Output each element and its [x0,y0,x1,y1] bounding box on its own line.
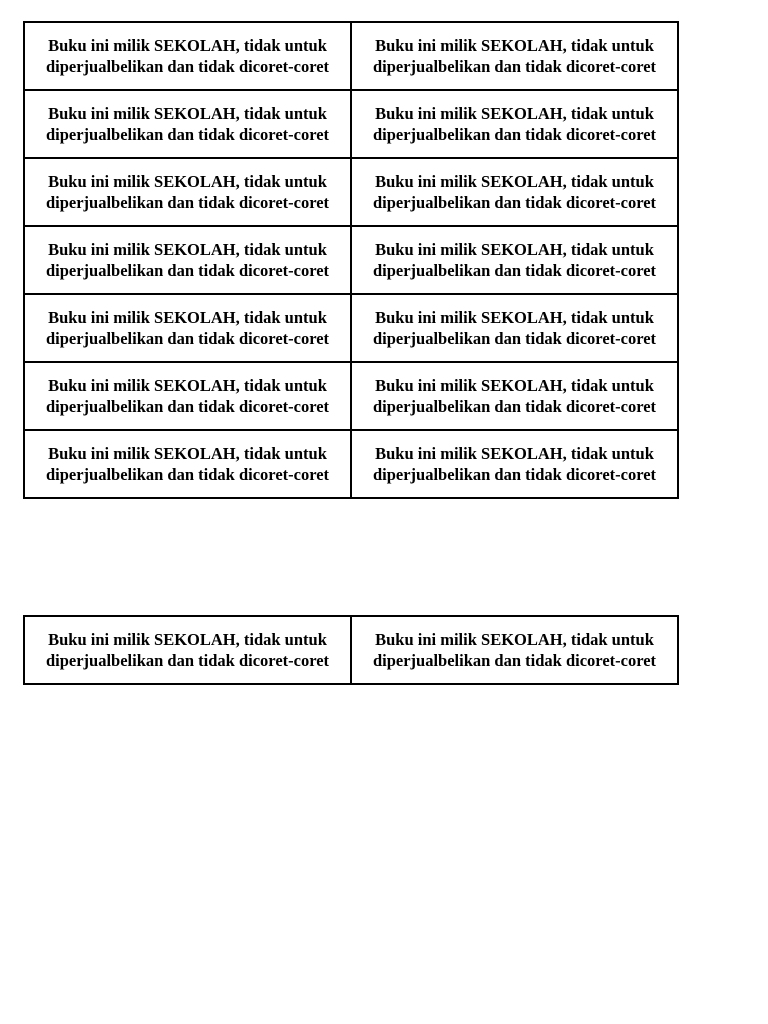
label-line-1: Buku ini milik SEKOLAH, tidak untuk [375,308,654,327]
ownership-label-cell [24,22,351,90]
label-row [24,294,678,362]
ownership-label-cell [351,294,678,362]
label-line-2: diperjualbelikan dan tidak dicoret-coret [45,397,330,416]
label-row [24,90,678,158]
label-sheet-top-body [24,22,678,498]
label-line-2: diperjualbelikan dan tidak dicoret-coret [45,261,330,280]
label-line-2: diperjualbelikan dan tidak dicoret-coret [45,57,330,76]
label-line-2: diperjualbelikan dan tidak dicoret-coret [45,329,330,348]
label-line-1: Buku ini milik SEKOLAH, tidak untuk [375,444,654,463]
label-line-1: Buku ini milik SEKOLAH, tidak untuk [48,104,327,123]
ownership-label-cell [24,616,351,684]
ownership-label-cell [351,616,678,684]
ownership-label-cell [351,90,678,158]
label-line-2: diperjualbelikan dan tidak dicoret-coret [45,651,330,670]
label-line-2: diperjualbelikan dan tidak dicoret-coret [372,57,657,76]
label-line-2: diperjualbelikan dan tidak dicoret-coret [372,193,657,212]
label-line-2: diperjualbelikan dan tidak dicoret-coret [372,397,657,416]
label-line-1: Buku ini milik SEKOLAH, tidak untuk [48,240,327,259]
label-line-1: Buku ini milik SEKOLAH, tidak untuk [375,104,654,123]
label-line-2: diperjualbelikan dan tidak dicoret-coret [372,329,657,348]
ownership-label-cell [351,22,678,90]
ownership-label-cell [24,362,351,430]
ownership-label-cell [24,294,351,362]
label-sheet-top [23,21,679,499]
label-line-1: Buku ini milik SEKOLAH, tidak untuk [48,630,327,649]
label-sheet-bottom [23,615,679,685]
label-line-1: Buku ini milik SEKOLAH, tidak untuk [375,172,654,191]
label-line-2: diperjualbelikan dan tidak dicoret-coret [372,261,657,280]
label-row [24,616,678,684]
label-line-2: diperjualbelikan dan tidak dicoret-coret [372,651,657,670]
ownership-label-cell [351,158,678,226]
label-line-2: diperjualbelikan dan tidak dicoret-coret [372,465,657,484]
label-row [24,158,678,226]
label-line-1: Buku ini milik SEKOLAH, tidak untuk [375,240,654,259]
ownership-label-cell [24,226,351,294]
label-row [24,22,678,90]
ownership-label-cell [351,430,678,498]
label-row [24,430,678,498]
ownership-label-cell [351,362,678,430]
ownership-label-cell [24,158,351,226]
label-line-1: Buku ini milik SEKOLAH, tidak untuk [375,36,654,55]
ownership-label-cell [351,226,678,294]
label-line-1: Buku ini milik SEKOLAH, tidak untuk [48,308,327,327]
label-line-1: Buku ini milik SEKOLAH, tidak untuk [375,630,654,649]
label-line-2: diperjualbelikan dan tidak dicoret-coret [45,125,330,144]
label-line-2: diperjualbelikan dan tidak dicoret-coret [372,125,657,144]
ownership-label-cell [24,430,351,498]
ownership-label-cell [24,90,351,158]
label-sheet-bottom-body [24,616,678,684]
label-row [24,362,678,430]
label-row [24,226,678,294]
label-line-1: Buku ini milik SEKOLAH, tidak untuk [48,36,327,55]
label-line-2: diperjualbelikan dan tidak dicoret-coret [45,465,330,484]
label-line-1: Buku ini milik SEKOLAH, tidak untuk [48,376,327,395]
label-line-1: Buku ini milik SEKOLAH, tidak untuk [48,172,327,191]
label-line-1: Buku ini milik SEKOLAH, tidak untuk [48,444,327,463]
label-line-1: Buku ini milik SEKOLAH, tidak untuk [375,376,654,395]
label-line-2: diperjualbelikan dan tidak dicoret-coret [45,193,330,212]
